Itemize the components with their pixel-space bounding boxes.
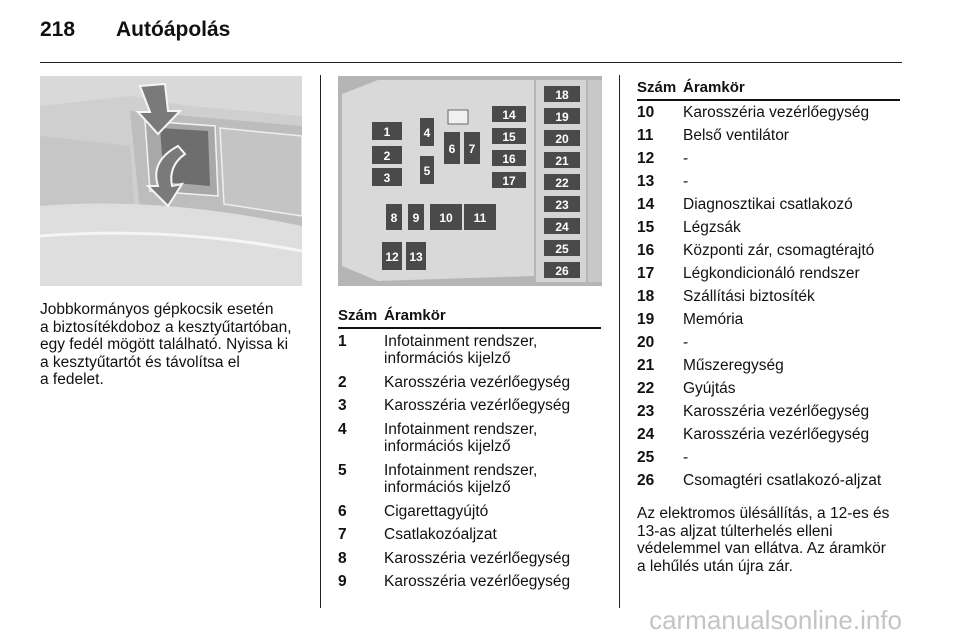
fuse-label: 15	[502, 130, 516, 144]
fuse-number: 25	[637, 449, 655, 467]
fuse-circuit: Gyújtás	[683, 380, 736, 398]
fuse-circuit: Csatlakozóaljzat	[384, 526, 497, 543]
fuse-label: 21	[555, 154, 569, 168]
fuse-number: 11	[637, 127, 654, 145]
fuse-label: 26	[555, 264, 569, 278]
note-line: Az elektromos ülésállítás, a 12-es és	[637, 505, 890, 522]
fuse-circuit: -	[683, 173, 689, 191]
table-row	[338, 546, 601, 570]
fuse-label: 7	[468, 142, 476, 156]
table-row	[637, 239, 900, 262]
header-circuit: Áramkör	[384, 307, 446, 324]
table-row	[637, 285, 900, 308]
fuse-circuit: Csomagtéri csatlakozó-aljzat	[683, 472, 882, 490]
table-row	[637, 147, 900, 170]
fuse-table-1	[338, 307, 601, 593]
fuse-number: 24	[637, 426, 655, 444]
fuse-circuit: Infotainment rendszer, információs kijelző	[384, 461, 538, 496]
page-header	[40, 18, 230, 42]
fuse-label: 13	[409, 250, 423, 264]
table-row	[637, 446, 900, 469]
fuse-number: 20	[637, 334, 655, 352]
header-circuit: Áramkör	[683, 79, 745, 96]
fuse-number: 14	[637, 196, 655, 214]
note-line: a lehűlés után újra zár.	[637, 557, 793, 575]
fuse-label: 3	[383, 171, 391, 185]
table-row	[637, 469, 900, 492]
table-row	[338, 523, 601, 547]
fuse-number: 21	[637, 357, 655, 375]
column-divider-left	[320, 75, 321, 608]
table-row	[637, 216, 900, 239]
fuse-circuit: Karosszéria vezérlőegység	[683, 403, 870, 421]
fuse-label: 14	[502, 108, 516, 122]
fuse-label: 9	[412, 211, 420, 225]
table-row	[637, 193, 900, 216]
table-row	[338, 394, 601, 418]
header-number: Szám	[637, 79, 677, 96]
fuse-number: 10	[637, 104, 655, 122]
page-title: Autóápolás	[116, 18, 231, 41]
fuse-circuit: Karosszéria vezérlőegység	[384, 549, 571, 567]
glovebox-drawing	[40, 76, 302, 286]
body-line: Jobbkormányos gépkocsik esetén	[40, 301, 274, 318]
fuse-number: 22	[637, 380, 655, 398]
table-row	[637, 377, 900, 400]
body-line: a biztosítékdoboz a kesztyűtartóban,	[40, 318, 292, 336]
table-header	[338, 307, 601, 329]
fuse-circuit: Diagnosztikai csatlakozó	[683, 196, 853, 214]
table-row	[637, 331, 900, 354]
watermark: carmanualsonline.info	[649, 605, 902, 635]
note-line: védelemmel van ellátva. Az áramkör	[637, 540, 886, 557]
fuse-label: 16	[502, 152, 516, 166]
fuse-number: 9	[338, 573, 347, 590]
glovebox-instructions	[40, 301, 310, 389]
fuse-circuit: Cigarettagyújtó	[384, 502, 489, 520]
fuse-box-diagram	[338, 76, 602, 286]
fuse-number: 23	[637, 403, 655, 421]
table-row	[338, 417, 601, 458]
fuse-number: 7	[338, 526, 347, 543]
fuse-label: 20	[555, 132, 569, 146]
fuse-number: 12	[637, 150, 655, 168]
fuse-number: 19	[637, 311, 655, 329]
overload-note	[637, 505, 907, 575]
table-body	[637, 101, 900, 492]
fuse-box-drawing	[338, 76, 602, 286]
table-row	[637, 423, 900, 446]
fuse-circuit: -	[683, 334, 689, 352]
fuse-circuit: -	[683, 150, 689, 168]
fuse-number: 1	[338, 332, 347, 350]
fuse-label: 17	[502, 174, 516, 188]
fuse-number: 8	[338, 549, 347, 567]
fuse-label: 4	[423, 126, 431, 140]
fuse-circuit: Légkondicionáló rendszer	[683, 265, 860, 283]
header-number: Szám	[338, 307, 378, 324]
fuse-circuit: Infotainment rendszer, információs kijelző	[384, 332, 538, 367]
fuse-circuit: Központi zár, csomagtérajtó	[683, 242, 875, 260]
table-row	[338, 370, 601, 394]
fuse-label: 24	[555, 220, 569, 234]
fuse-label: 10	[439, 211, 453, 225]
fuse-label: 8	[390, 211, 398, 225]
body-line: a fedelet.	[40, 371, 104, 388]
fuse-table-2	[637, 79, 900, 492]
table-row	[338, 570, 601, 594]
fuse-label: 1	[383, 125, 391, 139]
fuse-circuit: Memória	[683, 311, 744, 329]
page-number: 218	[40, 18, 76, 41]
fuse-label: 11	[473, 211, 487, 225]
table-header	[637, 79, 900, 101]
table-row	[637, 124, 900, 147]
fuse-number: 16	[637, 242, 655, 260]
column-divider-right	[619, 75, 620, 608]
table-row	[637, 400, 900, 423]
fuse-circuit: -	[683, 449, 689, 467]
fuse-number: 26	[637, 472, 655, 490]
fuse-label: 6	[448, 142, 456, 156]
fuse-label: 23	[555, 198, 569, 212]
fuse-number: 3	[338, 397, 347, 414]
fuse-number: 4	[338, 420, 347, 438]
table-row	[338, 329, 601, 370]
fuse-number: 13	[637, 173, 655, 191]
fuse-label: 18	[555, 88, 569, 102]
fuse-circuit: Infotainment rendszer, információs kijelző	[384, 420, 538, 455]
table-row	[637, 101, 900, 124]
table-row	[338, 458, 601, 499]
fuse-circuit: Karosszéria vezérlőegység	[683, 426, 870, 444]
fuse-circuit: Karosszéria vezérlőegység	[384, 397, 571, 414]
fuse-circuit: Légzsák	[683, 219, 741, 237]
body-line: egy fedél mögött található. Nyissa ki	[40, 336, 289, 353]
fuse-circuit: Szállítási biztosíték	[683, 288, 815, 306]
fuse-number: 18	[637, 288, 655, 306]
fuse-number: 15	[637, 219, 655, 237]
table-row	[637, 308, 900, 331]
fuse-number: 2	[338, 373, 347, 391]
fuse-number: 17	[637, 265, 655, 283]
table-row	[637, 170, 900, 193]
fuse-circuit: Karosszéria vezérlőegység	[384, 373, 571, 391]
fuse-circuit: Karosszéria vezérlőegység	[384, 573, 571, 590]
fuse-label: 25	[555, 242, 569, 256]
table-row	[338, 499, 601, 523]
fuse-label: 22	[555, 176, 569, 190]
table-row	[637, 354, 900, 377]
body-line: a kesztyűtartót és távolítsa el	[40, 353, 240, 371]
fuse-circuit: Belső ventilátor	[683, 127, 789, 145]
fuse-circuit: Műszeregység	[683, 357, 784, 375]
fuse-label: 12	[385, 250, 399, 264]
note-line: 13-as aljzat túlterhelés elleni	[637, 522, 833, 540]
fuse-number: 5	[338, 461, 347, 479]
fuse-number: 6	[338, 502, 347, 520]
table-body	[338, 329, 601, 593]
header-rule	[40, 62, 902, 63]
glovebox-illustration	[40, 76, 302, 286]
fuse-label: 2	[383, 149, 391, 163]
fuse-label: 19	[555, 110, 569, 124]
fuse-circuit: Karosszéria vezérlőegység	[683, 104, 870, 122]
fuse-label: 5	[423, 164, 431, 178]
table-row	[637, 262, 900, 285]
